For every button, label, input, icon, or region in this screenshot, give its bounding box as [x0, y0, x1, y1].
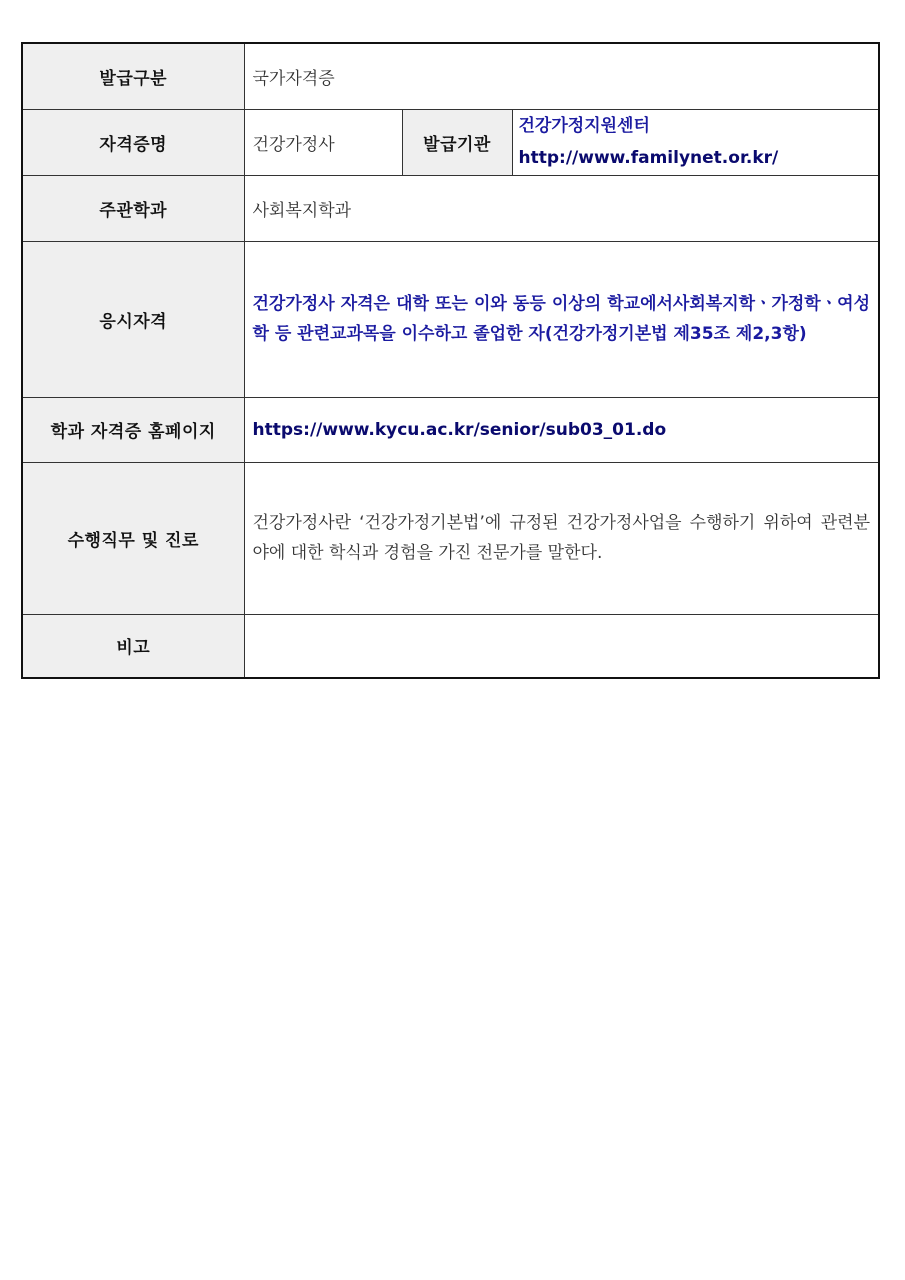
- row-eligibility: [22, 241, 879, 397]
- eligibility-value: 건강가정사 자격은 대학 또는 이와 동등 이상의 학교에서사회복지학ㆍ가정학ㆍ여성학 등 관련교과목을 이수하고 졸업한 자(건강가정기본법 제35조 제2,3항): [244, 241, 879, 397]
- homepage-link[interactable]: https://www.kycu.ac.kr/senior/sub03_01.do: [244, 397, 879, 462]
- remarks-value: [244, 614, 879, 678]
- duties-label: 수행직무 및 진로: [22, 462, 244, 614]
- department-value: 사회복지학과: [244, 175, 879, 241]
- row-issue-type: [22, 43, 879, 109]
- remarks-label: 비고: [22, 614, 244, 678]
- eligibility-label: 응시자격: [22, 241, 244, 397]
- cert-name-value: 건강가정사: [244, 109, 402, 175]
- department-label: 주관학과: [22, 175, 244, 241]
- issuer-url-link[interactable]: http://www.familynet.or.kr/: [518, 148, 779, 168]
- issue-type-value: 국가자격증: [244, 43, 879, 109]
- cert-name-label: 자격증명: [22, 109, 244, 175]
- certificate-info-table: [21, 42, 880, 679]
- row-homepage: [22, 397, 879, 462]
- homepage-label: 학과 자격증 홈페이지: [22, 397, 244, 462]
- duties-value: 건강가정사란 ‘건강가정기본법’에 규정된 건강가정사업을 수행하기 위하여 관련분야에 대한 학식과 경험을 가진 전문가를 말한다.: [244, 462, 879, 614]
- row-department: [22, 175, 879, 241]
- row-cert-name: [22, 109, 879, 175]
- issue-type-label: 발급구분: [22, 43, 244, 109]
- row-remarks: [22, 614, 879, 678]
- issuer-cell: [512, 109, 879, 175]
- issuer-label: 발급기관: [402, 109, 512, 175]
- row-duties: [22, 462, 879, 614]
- issuer-name: 건강가정지원센터: [518, 116, 650, 136]
